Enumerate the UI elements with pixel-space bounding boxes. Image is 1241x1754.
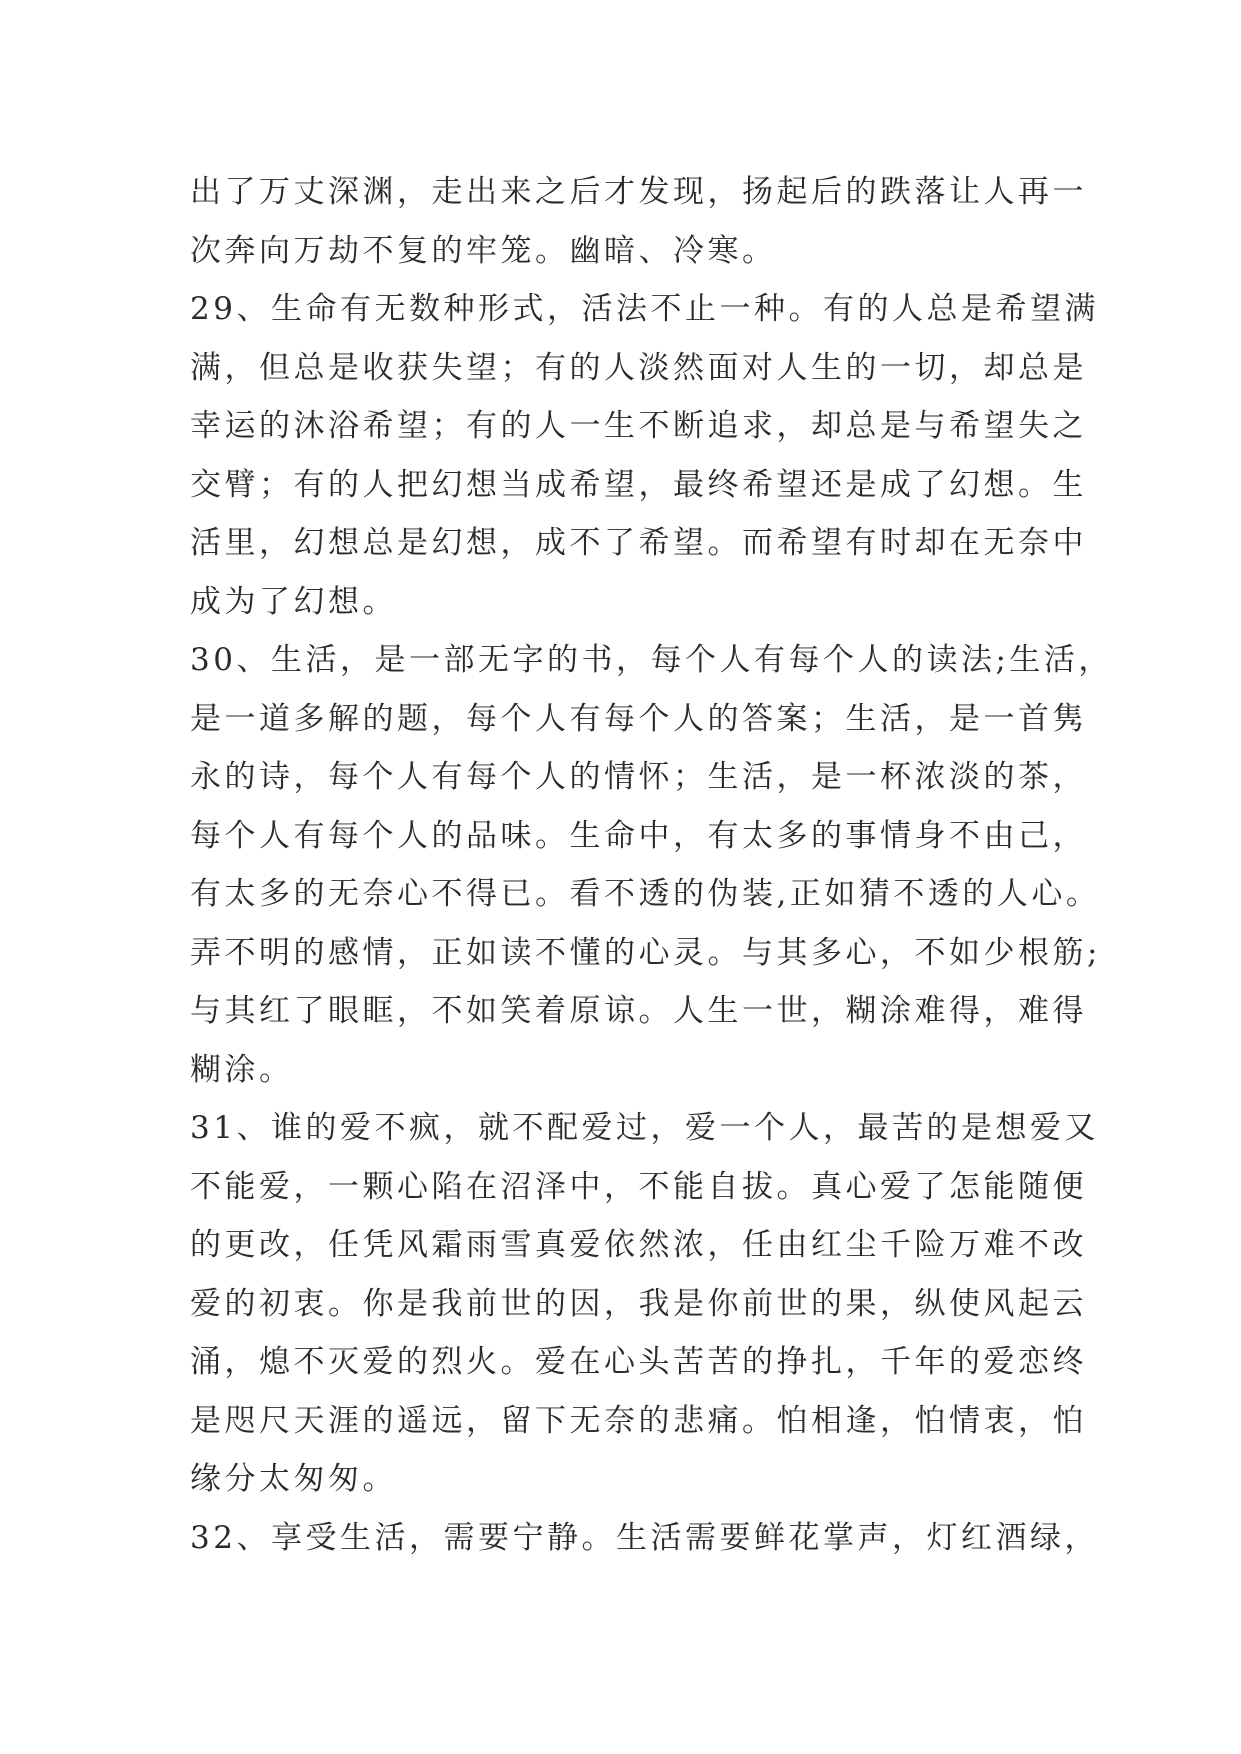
document-body — [190, 163, 1113, 1567]
text-line: 爱的初衷。你是我前世的因，我是你前世的果，纵使风起云 — [190, 1285, 1087, 1322]
text-line: 出了万丈深渊，走出来之后才发现，扬起后的跌落让人再一 — [190, 174, 1087, 210]
text-line: 不能爱，一颗心陷在沼泽中，不能自拔。真心爱了怎能随便 — [190, 1168, 1087, 1205]
text-line: 30、生活，是一部无字的书，每个人有每个人的读法;生活， — [190, 642, 1113, 678]
text-line: 成为了幻想。 — [190, 583, 397, 620]
text-line: 是咫尺天涯的遥远，留下无奈的悲痛。怕相逢，怕情衷，怕 — [190, 1402, 1087, 1439]
text-line: 交臂；有的人把幻想当成希望，最终希望还是成了幻想。生 — [190, 466, 1087, 503]
text-line: 糊涂。 — [190, 1051, 294, 1088]
text-line: 永的诗，每个人有每个人的情怀；生活，是一杯浓淡的茶， — [190, 759, 1087, 795]
text-line: 涌，熄不灭爱的烈火。爱在心头苦苦的挣扎，千年的爱恋终 — [190, 1344, 1087, 1380]
text-line: 有太多的无奈心不得已。看不透的伪装,正如猜不透的人心。 — [190, 876, 1101, 912]
text-line: 每个人有每个人的品味。生命中，有太多的事情身不由己， — [190, 817, 1087, 854]
text-line: 31、谁的爱不疯，就不配爱过，爱一个人，最苦的是想爱又 — [190, 1110, 1099, 1146]
text-line: 次奔向万劫不复的牢笼。幽暗、冷寒。 — [190, 232, 777, 269]
text-line: 活里，幻想总是幻想，成不了希望。而希望有时却在无奈中 — [190, 525, 1087, 561]
text-line: 的更改，任凭风霜雨雪真爱依然浓，任由红尘千险万难不改 — [190, 1227, 1087, 1263]
text-line: 29、生命有无数种形式，活法不止一种。有的人总是希望满 — [190, 291, 1099, 327]
text-line: 32、享受生活，需要宁静。生活需要鲜花掌声，灯红酒绿， — [190, 1519, 1099, 1556]
text-line: 弄不明的感情，正如读不懂的心灵。与其多心，不如少根筋; — [190, 934, 1101, 971]
text-line: 缘分太匆匆。 — [190, 1461, 397, 1497]
text-line: 是一道多解的题，每个人有每个人的答案；生活，是一首隽 — [190, 700, 1087, 737]
text-line: 与其红了眼眶，不如笑着原谅。人生一世，糊涂难得，难得 — [190, 993, 1087, 1029]
text-line: 满，但总是收获失望；有的人淡然面对人生的一切，却总是 — [190, 349, 1087, 386]
text-line: 幸运的沐浴希望；有的人一生不断追求，却总是与希望失之 — [190, 408, 1087, 444]
